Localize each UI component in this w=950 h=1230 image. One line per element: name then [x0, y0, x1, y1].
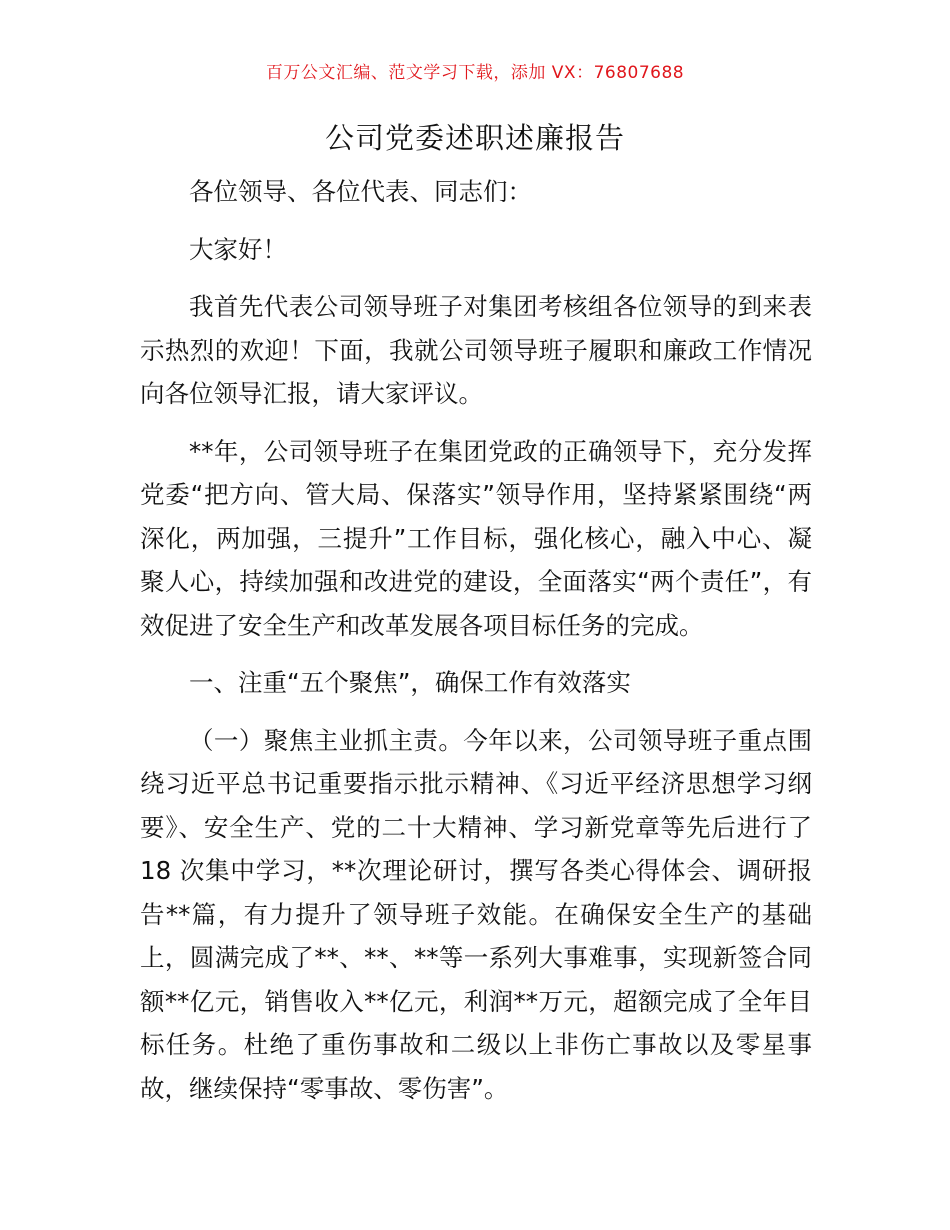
salutation: 各位领导、各位代表、同志们： [189, 177, 532, 206]
watermark-header: 百万公文汇编、范文学习下载，添加 VX：76807688 [265, 63, 685, 83]
greeting: 大家好！ [189, 234, 287, 264]
paragraph-section-1-1: （一）聚焦主业抓主责。今年以来，公司领导班子重点围绕习近平总书记重要指示批示精神、《习近平经济思想学习纲要》、安全生产、党的二十大精神、学习新党章等先后进行了 18 次集中学习，**次理论研讨，撰写各类心得体会、调研报告**篇，有力提升了领导班子效能。在确保安全生产的基础上，圆满完成了**、**、**等一系列大事难事，实现新签合同额**亿元，销售收入**亿元，利润**万元，超额完成了全年目标任务。杜绝了重伤事故和二级以上非伤亡事故以及零星事故，继续保持“零事故、零伤害”。 [140, 725, 812, 1103]
paragraph-overview: **年，公司领导班子在集团党政的正确领导下，充分发挥党委“把方向、管大局、保落实”领导作用，坚持紧紧围绕“两深化，两加强，三提升”工作目标，强化核心，融入中心、凝聚人心，持续加强和改进党的建设，全面落实“两个责任”，有效促进了安全生产和改革发展各项目标任务的完成。 [140, 436, 812, 640]
document-title: 公司党委述职述廉报告 [324, 121, 625, 155]
section-heading-1: 一、注重“五个聚焦”，确保工作有效落实 [189, 668, 631, 697]
paragraph-intro: 我首先代表公司领导班子对集团考核组各位领导的到来表示热烈的欢迎！下面，我就公司领导班子履职和廉政工作情况向各位领导汇报，请大家评议。 [140, 292, 812, 408]
document-body [140, 170, 812, 1124]
